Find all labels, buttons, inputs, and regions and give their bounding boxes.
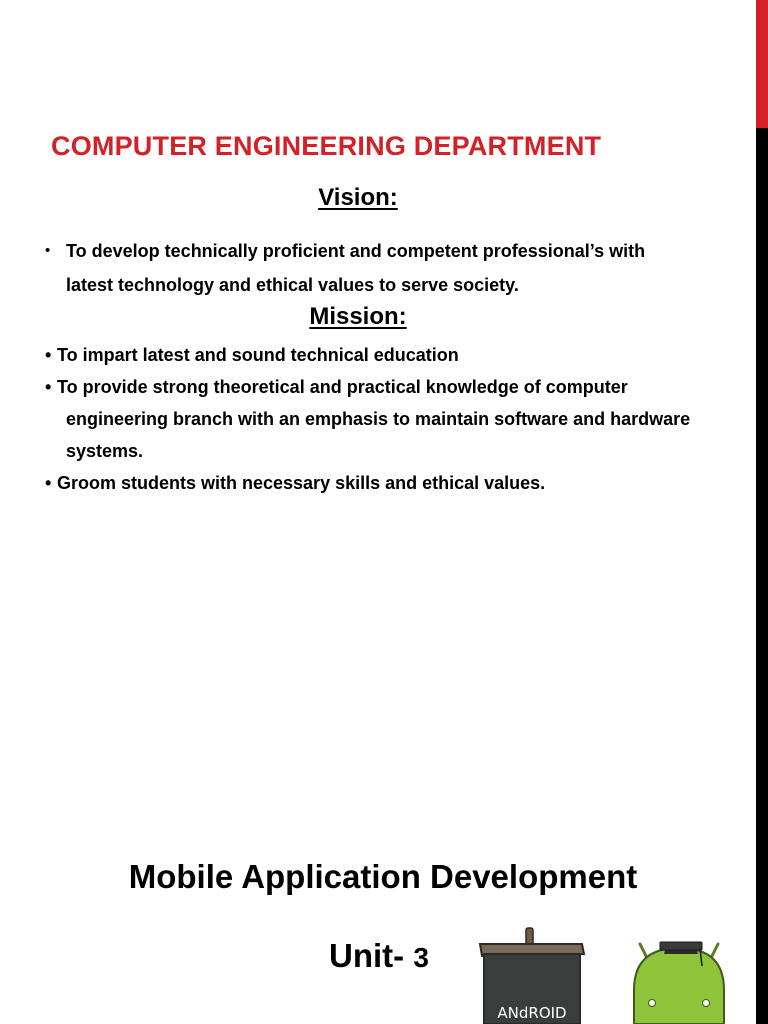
bullet: • <box>45 377 52 397</box>
vision-heading: Vision: <box>318 184 398 211</box>
blackboard-icon <box>470 922 600 1024</box>
bullet: • <box>45 242 51 259</box>
mission-text: Groom students with necessary skills and ethical values. <box>57 473 546 493</box>
side-accent-bar-red <box>756 0 768 128</box>
mission-item <box>45 467 705 499</box>
mission-text: To impart latest and sound technical education <box>57 345 459 365</box>
course-title: Mobile Application Development <box>128 858 638 895</box>
vision-item <box>45 234 695 302</box>
department-title: COMPUTER ENGINEERING DEPARTMENT <box>51 131 602 161</box>
android-robot-icon <box>622 918 752 1024</box>
blackboard-text: ANdROID <box>497 1004 567 1022</box>
mission-heading: Mission: <box>309 303 407 330</box>
mission-item <box>45 371 705 467</box>
unit-number: 3 <box>413 942 429 973</box>
vision-text: To develop technically proficient and competent professional’s with latest technology and ethical values to serve society. <box>66 241 646 295</box>
mission-list <box>45 339 705 499</box>
bullet: • <box>45 473 52 493</box>
bullet: • <box>45 345 52 365</box>
mission-item <box>45 339 705 371</box>
mission-text: To provide strong theoretical and practical knowledge of computer engineering branch with an emphasis to maintain software and hardware systems. <box>57 377 691 461</box>
unit-prefix: Unit- <box>329 937 414 974</box>
unit-label <box>329 937 429 975</box>
